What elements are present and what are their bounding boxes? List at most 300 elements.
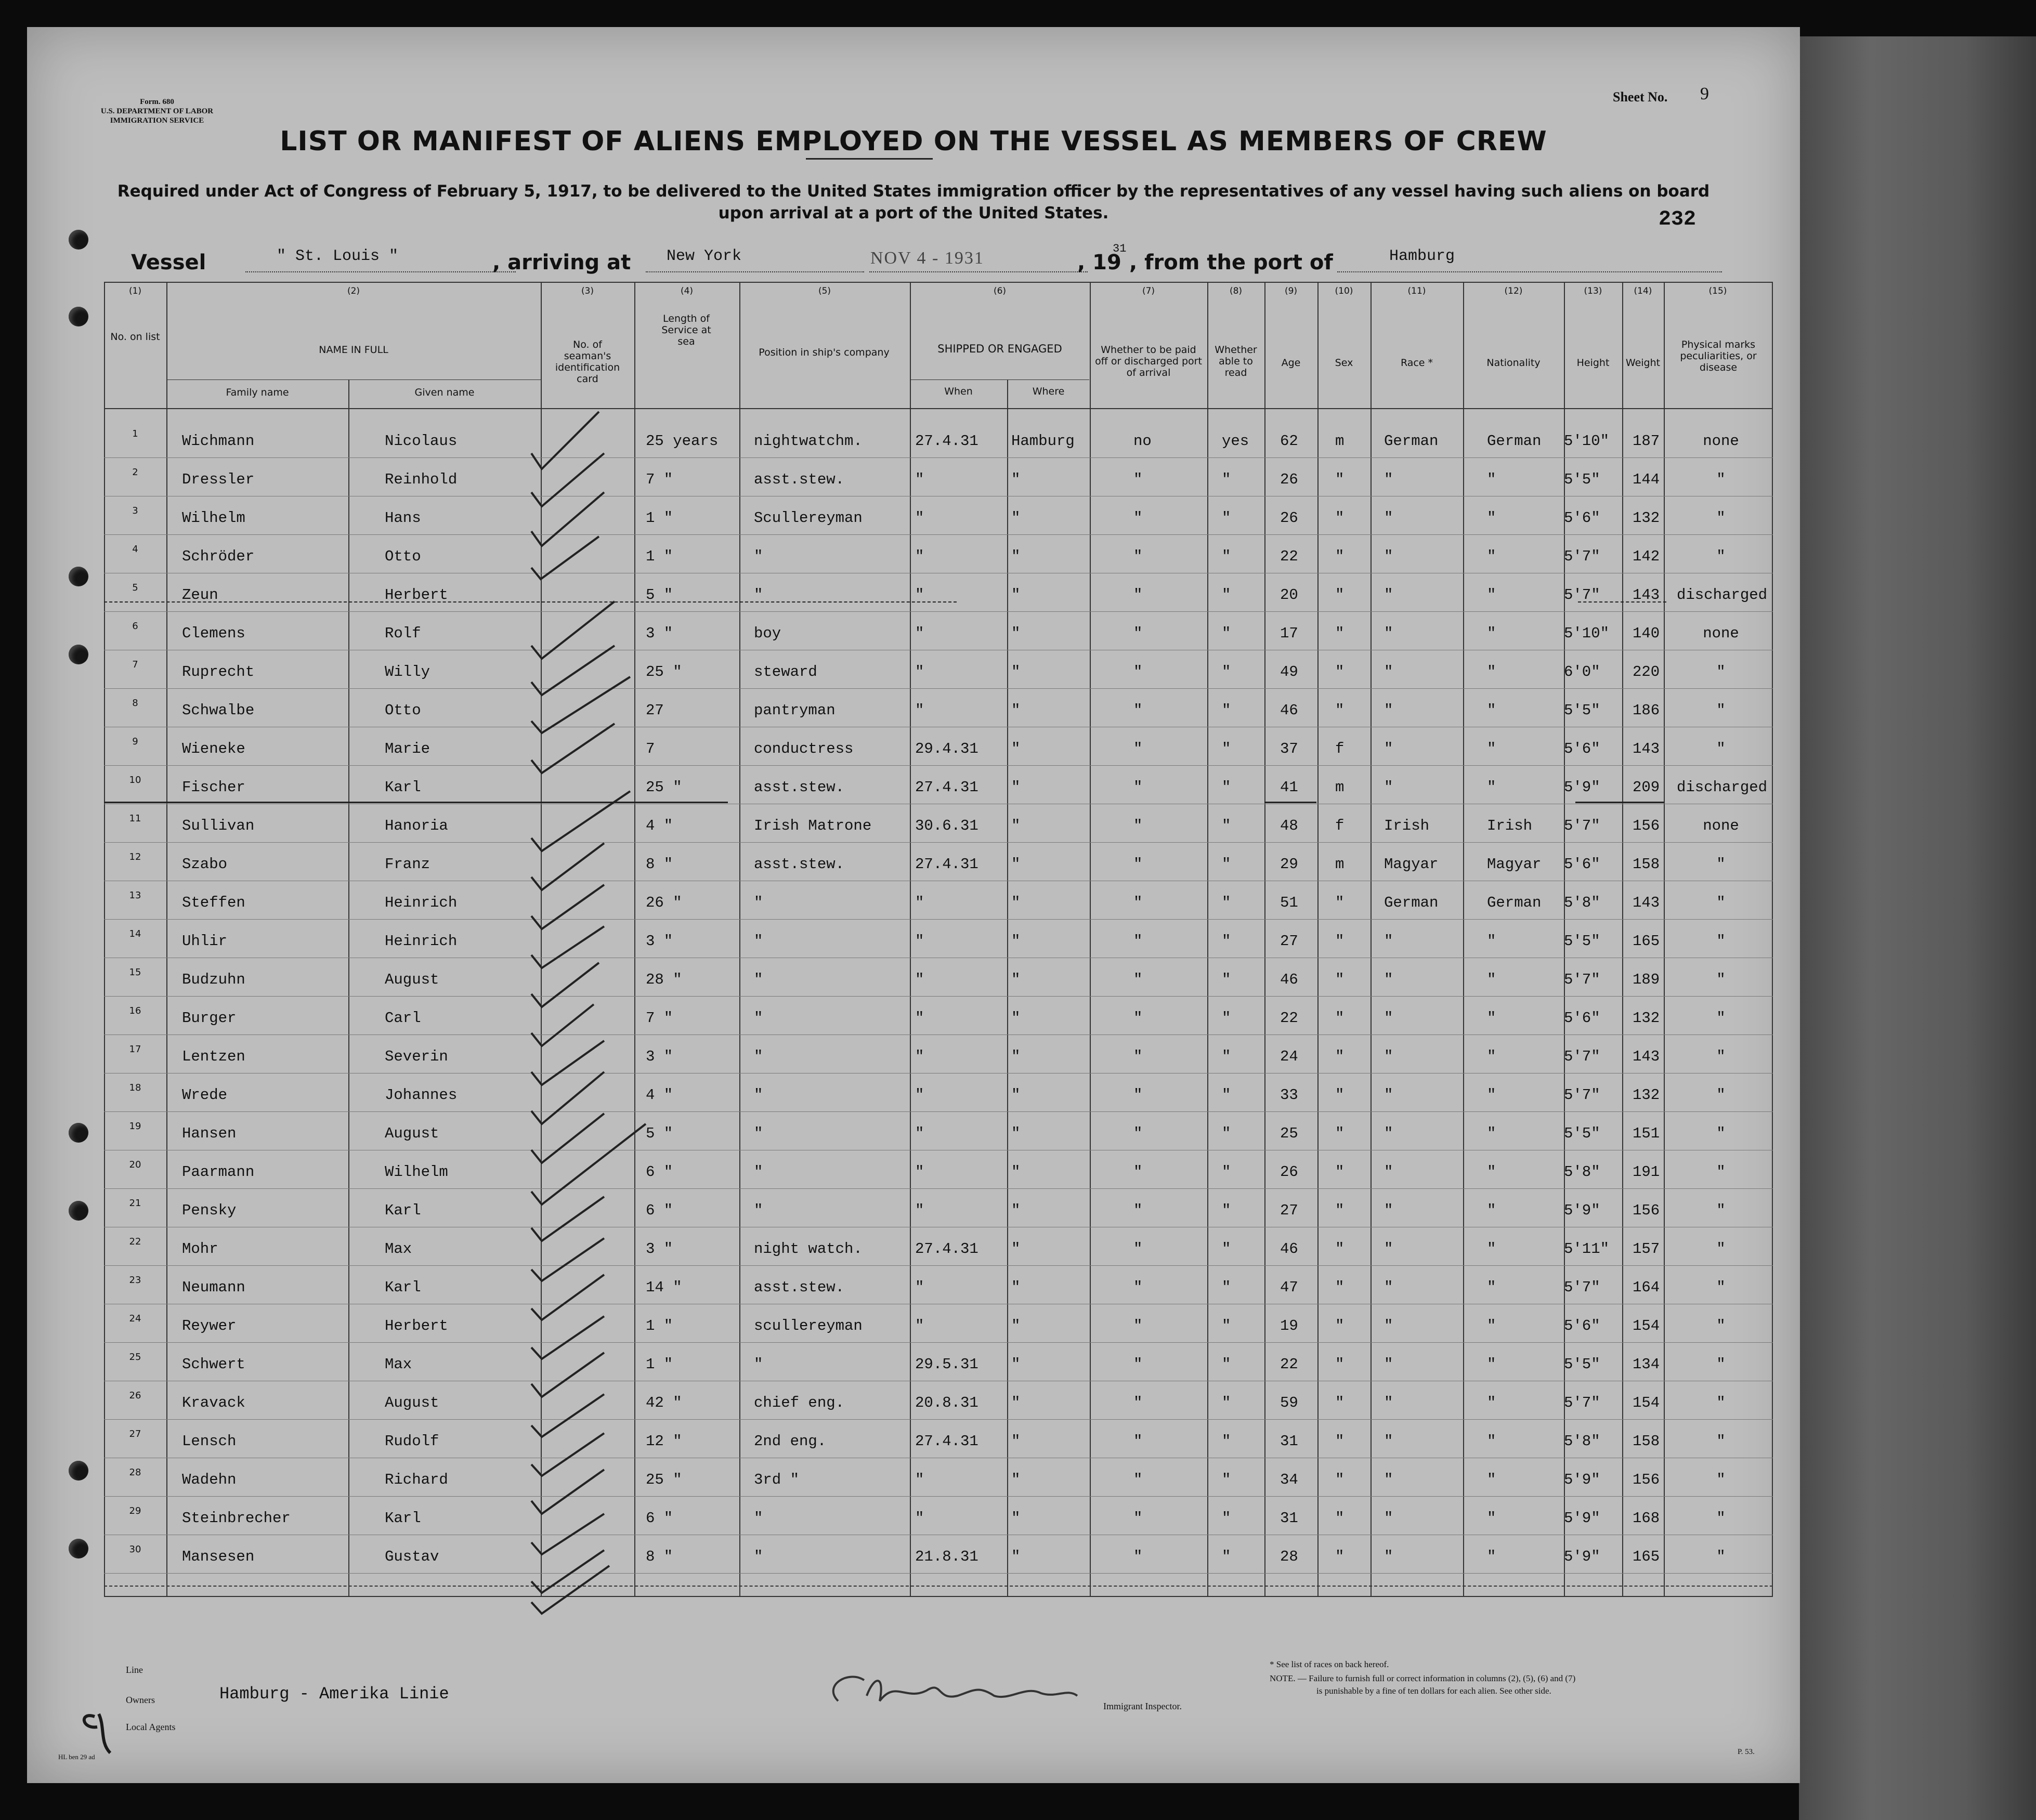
row-position: asst.stew. [754, 1279, 845, 1296]
row-when: " [915, 1048, 924, 1065]
row-when: " [915, 509, 924, 527]
row-race: " [1384, 1086, 1393, 1104]
col-position-header: Position in ship's company [759, 347, 890, 358]
stamp-number: 232 [1659, 208, 1696, 231]
row-service: 7 " [646, 1010, 673, 1027]
row-nationality: " [1487, 1240, 1496, 1258]
row-rule [104, 534, 1773, 535]
row-family: Schwalbe [182, 702, 255, 719]
row-when: " [915, 1163, 924, 1181]
row-service: 6 " [646, 1163, 673, 1181]
row-position: Irish Matrone [754, 817, 872, 834]
row-number: 25 [129, 1352, 141, 1363]
col-given-header: Given name [414, 387, 475, 398]
row-nationality: " [1487, 548, 1496, 565]
row-nationality: " [1487, 1356, 1496, 1373]
row-nationality: " [1487, 586, 1496, 604]
row-nationality: " [1487, 1010, 1496, 1027]
row-read: " [1222, 817, 1231, 834]
col-num: (15) [1708, 286, 1727, 296]
row-when: " [915, 1125, 924, 1142]
row-sex: " [1335, 663, 1345, 680]
row-race: " [1384, 1202, 1393, 1219]
row-paid: " [1133, 1548, 1143, 1565]
row-height: 5'10" [1564, 625, 1610, 642]
row-weight: 132 [1633, 509, 1660, 527]
row-sex: " [1335, 1163, 1345, 1181]
row-age: 31 [1280, 1510, 1298, 1527]
row-read: " [1222, 971, 1231, 988]
row-position: nightwatchm. [754, 433, 863, 450]
col-card-header: No. of seaman's identification card [555, 339, 620, 385]
row-where: " [1011, 1433, 1021, 1450]
row-nationality: " [1487, 625, 1496, 642]
row-race: German [1384, 433, 1439, 450]
row-rule [104, 1188, 1773, 1189]
row-position: " [754, 1548, 763, 1565]
row-number: 26 [129, 1390, 141, 1401]
row-nationality: " [1487, 1279, 1496, 1296]
sheet-number: 9 [1700, 84, 1709, 103]
row-race: " [1384, 586, 1393, 604]
row-rule [104, 688, 1773, 689]
row-when: 29.4.31 [915, 740, 978, 757]
row-height: 5'5" [1564, 933, 1600, 950]
row-read: " [1222, 1433, 1231, 1450]
row-family: Wilhelm [182, 509, 245, 527]
row-position: " [754, 1202, 763, 1219]
strike-row-10-age [1264, 802, 1316, 803]
row-race: " [1384, 1010, 1393, 1027]
row-service: 7 [646, 740, 655, 757]
row-when: " [915, 1317, 924, 1334]
row-marks: " [1716, 1510, 1726, 1527]
row-position: " [754, 586, 763, 604]
row-read: " [1222, 1240, 1231, 1258]
row-marks: " [1716, 1086, 1726, 1104]
row-weight: 154 [1633, 1394, 1660, 1411]
row-weight: 140 [1633, 625, 1660, 642]
footer-agents-label: Local Agents [126, 1722, 176, 1732]
row-when: " [915, 1510, 924, 1527]
row-paid: " [1133, 971, 1143, 988]
row-where: " [1011, 1125, 1021, 1142]
row-sex: " [1335, 509, 1345, 527]
row-number: 9 [132, 736, 138, 747]
corner-mark-9 [74, 1701, 131, 1758]
col-age-header: Age [1281, 357, 1301, 369]
row-marks: " [1716, 1010, 1726, 1027]
row-nationality: " [1487, 1510, 1496, 1527]
row-paid: " [1133, 1510, 1143, 1527]
row-position: asst.stew. [754, 856, 845, 873]
row-weight: 151 [1633, 1125, 1660, 1142]
col-num: (14) [1634, 286, 1652, 296]
row-weight: 165 [1633, 933, 1660, 950]
row-weight: 154 [1633, 1317, 1660, 1334]
row-race: German [1384, 894, 1439, 911]
row-read: " [1222, 933, 1231, 950]
punch-hole [69, 307, 88, 326]
row-weight: 164 [1633, 1279, 1660, 1296]
row-weight: 220 [1633, 663, 1660, 680]
row-number: 22 [129, 1236, 141, 1247]
row-nationality: " [1487, 1202, 1496, 1219]
row-when: 20.8.31 [915, 1394, 978, 1411]
row-height: 5'6" [1564, 1317, 1600, 1334]
row-age: 51 [1280, 894, 1298, 911]
row-service: 42 " [646, 1394, 682, 1411]
row-number: 10 [129, 775, 141, 785]
row-where: " [1011, 779, 1021, 796]
row-when: " [915, 1471, 924, 1488]
row-number: 17 [129, 1044, 141, 1055]
strike-row-10-height [1575, 802, 1664, 803]
row-nationality: " [1487, 933, 1496, 950]
row-where: " [1011, 1086, 1021, 1104]
row-number: 29 [129, 1505, 141, 1516]
punch-hole [69, 1201, 88, 1221]
row-read: " [1222, 663, 1231, 680]
row-nationality: " [1487, 1163, 1496, 1181]
row-number: 4 [132, 544, 138, 555]
row-read: " [1222, 740, 1231, 757]
row-position: 3rd " [754, 1471, 800, 1488]
row-number: 8 [132, 698, 138, 709]
row-read: " [1222, 1394, 1231, 1411]
service: IMMIGRATION SERVICE [110, 116, 204, 125]
year-prefix: , 19 [1077, 251, 1121, 274]
row-where: " [1011, 1394, 1021, 1411]
row-weight: 165 [1633, 1548, 1660, 1565]
manifest-sheet [27, 27, 1800, 1783]
row-height: 5'5" [1564, 702, 1600, 719]
row-height: 5'6" [1564, 1010, 1600, 1027]
row-weight: 132 [1633, 1010, 1660, 1027]
col-shipped-header: SHIPPED OR ENGAGED [937, 343, 1062, 355]
row-rule [104, 1573, 1773, 1574]
row-nationality: German [1487, 433, 1542, 450]
row-where: " [1011, 663, 1021, 680]
row-age: 17 [1280, 625, 1298, 642]
row-height: 5'6" [1564, 740, 1600, 757]
row-race: " [1384, 1125, 1393, 1142]
row-number: 1 [132, 428, 138, 439]
year-suffix: 31 [1113, 242, 1127, 255]
col-num: (13) [1584, 286, 1602, 296]
row-age: 20 [1280, 586, 1298, 604]
row-position: " [754, 1010, 763, 1027]
row-marks: " [1716, 1125, 1726, 1142]
row-when: " [915, 702, 924, 719]
row-paid: " [1133, 625, 1143, 642]
row-when: " [915, 933, 924, 950]
date-stamp: NOV 4 - 1931 [870, 248, 984, 268]
row-where: " [1011, 1471, 1021, 1488]
row-number: 11 [129, 813, 141, 824]
row-sex: " [1335, 1433, 1345, 1450]
row-where: " [1011, 1048, 1021, 1065]
row-where: " [1011, 586, 1021, 604]
row-age: 26 [1280, 471, 1298, 488]
row-age: 37 [1280, 740, 1298, 757]
form-number: Form. 680 [140, 98, 174, 106]
owners-value: Hamburg - Amerika Linie [219, 1684, 449, 1704]
row-sex: m [1335, 856, 1345, 873]
row-number: 15 [129, 967, 141, 978]
row-nationality: Irish [1487, 817, 1533, 834]
row-paid: " [1133, 1394, 1143, 1411]
col-num: (10) [1335, 286, 1353, 296]
row-marks: " [1716, 548, 1726, 565]
col-where-header: Where [1032, 386, 1065, 397]
row-read: " [1222, 548, 1231, 565]
row-race: " [1384, 471, 1393, 488]
row-where: " [1011, 1163, 1021, 1181]
row-weight: 158 [1633, 856, 1660, 873]
row-read: " [1222, 509, 1231, 527]
col-num: (12) [1504, 286, 1523, 296]
col-num: (3) [581, 286, 594, 296]
row-given: Reinhold [385, 471, 458, 488]
row-position: " [754, 1048, 763, 1065]
row-position: " [754, 548, 763, 565]
row-age: 47 [1280, 1279, 1298, 1296]
row-nationality: German [1487, 894, 1542, 911]
row-family: Mohr [182, 1240, 218, 1258]
row-sex: f [1335, 817, 1345, 834]
row-number: 13 [129, 890, 141, 901]
row-number: 3 [132, 505, 138, 516]
row-weight: 189 [1633, 971, 1660, 988]
row-nationality: " [1487, 663, 1496, 680]
row-given: Carl [385, 1010, 421, 1027]
row-where: " [1011, 740, 1021, 757]
col-num: (9) [1284, 286, 1298, 296]
row-where: " [1011, 971, 1021, 988]
row-age: 46 [1280, 971, 1298, 988]
row-number: 30 [129, 1544, 141, 1555]
row-age: 22 [1280, 1010, 1298, 1027]
row-service: 25 " [646, 1471, 682, 1488]
from-label: , from the port of [1129, 251, 1333, 274]
page-reference: P. 53. [1738, 1748, 1755, 1756]
row-height: 5'9" [1564, 1510, 1600, 1527]
row-rule [104, 919, 1773, 920]
row-where: " [1011, 856, 1021, 873]
row-given: Max [385, 1356, 412, 1373]
row-marks: " [1716, 663, 1726, 680]
row-number: 7 [132, 659, 138, 670]
row-service: 1 " [646, 548, 673, 565]
row-where: " [1011, 1548, 1021, 1565]
row-family: Schwert [182, 1356, 245, 1373]
row-service: 1 " [646, 1317, 673, 1334]
row-family: Mansesen [182, 1548, 255, 1565]
row-weight: 157 [1633, 1240, 1660, 1258]
row-weight: 143 [1633, 894, 1660, 911]
row-marks: " [1716, 1471, 1726, 1488]
row-family: Ruprecht [182, 663, 255, 680]
footer-owners-label: Owners [126, 1695, 155, 1705]
row-nationality: " [1487, 1548, 1496, 1565]
vessel-row [27, 244, 1800, 276]
col-service-header: Length of Service at sea [661, 313, 711, 347]
row-read: " [1222, 1202, 1231, 1219]
row-age: 62 [1280, 433, 1298, 450]
row-service: 25 years [646, 433, 719, 450]
strike-row-5-height [1578, 601, 1666, 604]
row-paid: " [1133, 1471, 1143, 1488]
row-position: chief eng. [754, 1394, 845, 1411]
row-given: Karl [385, 1279, 421, 1296]
row-paid: " [1133, 933, 1143, 950]
row-race: " [1384, 779, 1393, 796]
row-nationality: " [1487, 740, 1496, 757]
row-family: Clemens [182, 625, 245, 642]
row-given: August [385, 1394, 439, 1411]
row-weight: 143 [1633, 740, 1660, 757]
row-weight: 209 [1633, 779, 1660, 796]
row-age: 48 [1280, 817, 1298, 834]
row-height: 5'11" [1564, 1240, 1610, 1258]
row-rule [104, 1496, 1773, 1497]
row-given: Gustav [385, 1548, 439, 1565]
row-given: Otto [385, 702, 421, 719]
row-sex: " [1335, 1048, 1345, 1065]
row-family: Sullivan [182, 817, 255, 834]
row-height: 5'7" [1564, 1048, 1600, 1065]
row-age: 59 [1280, 1394, 1298, 1411]
row-service: 25 " [646, 779, 682, 796]
col-race-header: Race * [1400, 357, 1433, 369]
row-number: 14 [129, 928, 141, 939]
row-number: 20 [129, 1159, 141, 1170]
row-age: 26 [1280, 509, 1298, 527]
row-sex: " [1335, 1086, 1345, 1104]
row-paid: " [1133, 1086, 1143, 1104]
row-position: night watch. [754, 1240, 863, 1258]
row-read: " [1222, 471, 1231, 488]
row-service: 3 " [646, 625, 673, 642]
row-weight: 156 [1633, 1471, 1660, 1488]
row-sex: " [1335, 1202, 1345, 1219]
row-marks: " [1716, 702, 1726, 719]
row-marks: " [1716, 933, 1726, 950]
row-weight: 191 [1633, 1163, 1660, 1181]
col-height-header: Height [1576, 357, 1610, 369]
row-nationality: " [1487, 971, 1496, 988]
row-sex: " [1335, 586, 1345, 604]
row-read: " [1222, 1163, 1231, 1181]
row-read: " [1222, 1279, 1231, 1296]
row-sex: " [1335, 1510, 1345, 1527]
row-race: Magyar [1384, 856, 1439, 873]
row-service: 7 " [646, 471, 673, 488]
row-when: " [915, 1086, 924, 1104]
row-where: " [1011, 548, 1021, 565]
row-position: " [754, 1125, 763, 1142]
vessel-label: Vessel [131, 251, 206, 274]
row-given: Willy [385, 663, 430, 680]
row-paid: " [1133, 856, 1143, 873]
row-family: Uhlir [182, 933, 228, 950]
row-marks: " [1716, 471, 1726, 488]
row-nationality: Magyar [1487, 856, 1542, 873]
row-service: 12 " [646, 1433, 682, 1450]
row-given: Heinrich [385, 933, 458, 950]
col-no-header: No. on list [110, 331, 160, 343]
inspector-label: Immigrant Inspector. [1103, 1701, 1182, 1711]
row-height: 5'7" [1564, 1086, 1600, 1104]
row-where: " [1011, 894, 1021, 911]
row-sex: " [1335, 548, 1345, 565]
row-weight: 134 [1633, 1356, 1660, 1373]
row-age: 31 [1280, 1433, 1298, 1450]
row-service: 4 " [646, 817, 673, 834]
col-num: (4) [680, 286, 694, 296]
row-age: 22 [1280, 548, 1298, 565]
row-given: Marie [385, 740, 430, 757]
row-position: boy [754, 625, 781, 642]
row-read: " [1222, 1086, 1231, 1104]
row-age: 25 [1280, 1125, 1298, 1142]
row-marks: " [1716, 1394, 1726, 1411]
row-when: 27.4.31 [915, 1433, 978, 1450]
title-underline [806, 158, 933, 160]
row-family: Steffen [182, 894, 245, 911]
row-age: 41 [1280, 779, 1298, 796]
row-paid: " [1133, 663, 1143, 680]
row-when: " [915, 663, 924, 680]
row-given: Karl [385, 1202, 421, 1219]
form-header [58, 97, 256, 125]
row-service: 1 " [646, 509, 673, 527]
row-position: " [754, 1086, 763, 1104]
row-marks: none [1703, 433, 1739, 450]
row-number: 19 [129, 1121, 141, 1132]
row-paid: " [1133, 740, 1143, 757]
row-read: " [1222, 625, 1231, 642]
row-where: " [1011, 1202, 1021, 1219]
row-rule [104, 765, 1773, 766]
row-marks: " [1716, 1202, 1726, 1219]
row-paid: " [1133, 1356, 1143, 1373]
row-position: " [754, 894, 763, 911]
row-family: Fischer [182, 779, 245, 796]
row-service: 26 " [646, 894, 682, 911]
row-given: Richard [385, 1471, 448, 1488]
row-age: 33 [1280, 1086, 1298, 1104]
row-read: " [1222, 1317, 1231, 1334]
row-number: 28 [129, 1467, 141, 1478]
row-nationality: " [1487, 1125, 1496, 1142]
row-rule [104, 1419, 1773, 1420]
row-number: 2 [132, 467, 138, 478]
row-paid: " [1133, 548, 1143, 565]
row-family: Wadehn [182, 1471, 237, 1488]
punch-hole [69, 1461, 88, 1481]
note-line-2: is punishable by a fine of ten dollars for each alien. See other side. [1316, 1686, 1551, 1696]
row-age: 46 [1280, 702, 1298, 719]
row-age: 49 [1280, 663, 1298, 680]
note-line-1: NOTE. — Failure to furnish full or correct information in columns (2), (5), (6) and (7) [1270, 1673, 1576, 1683]
row-race: " [1384, 1433, 1393, 1450]
row-race: " [1384, 1510, 1393, 1527]
row-service: 25 " [646, 663, 682, 680]
row-given: Johannes [385, 1086, 458, 1104]
row-number: 16 [129, 1005, 141, 1016]
